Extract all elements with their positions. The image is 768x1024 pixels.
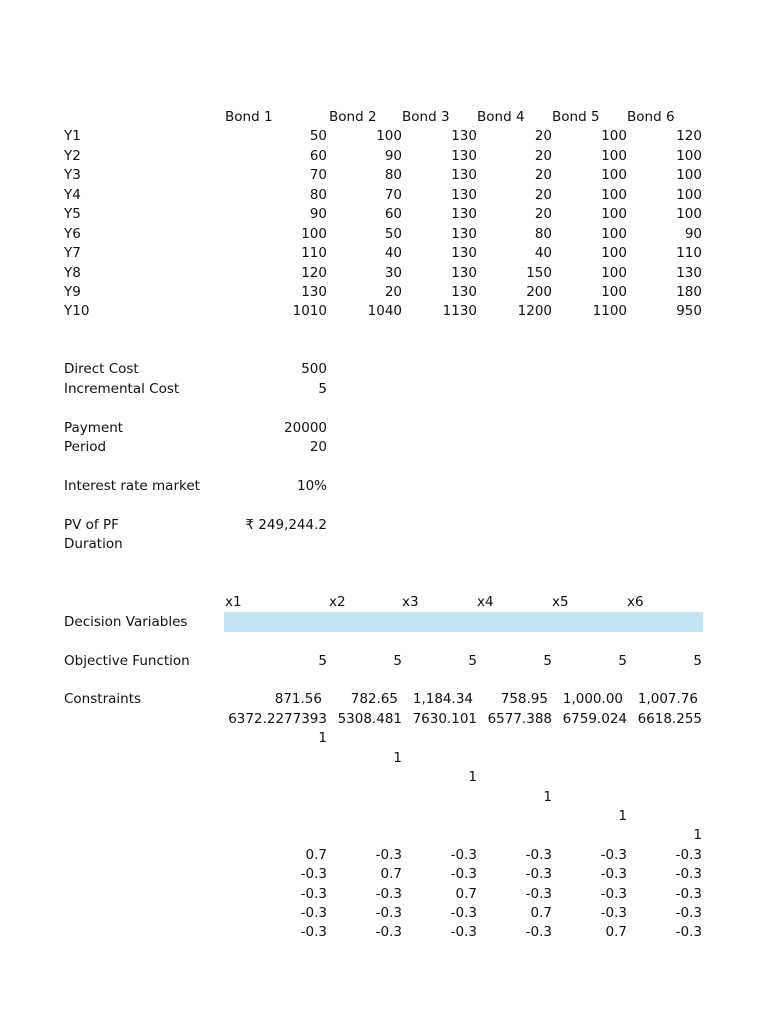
variable-header-row: [0, 593, 768, 612]
constraint-cell[interactable]: -0.3: [525, 924, 552, 940]
constraint-row: [0, 807, 768, 826]
year-label[interactable]: Y2: [64, 147, 81, 164]
cashflow-cell[interactable]: 20: [534, 147, 552, 164]
table-row: [0, 205, 768, 224]
cashflow-cell[interactable]: 80: [309, 186, 327, 203]
constraint-row: [0, 690, 768, 709]
cashflow-cell[interactable]: 100: [676, 186, 702, 203]
cashflow-cell[interactable]: 50: [309, 128, 327, 144]
constraint-cell[interactable]: 6372.2277393: [228, 710, 327, 727]
constraint-row: [0, 749, 768, 768]
cashflow-cell[interactable]: 100: [601, 264, 627, 281]
constraint-cell[interactable]: -0.3: [600, 846, 627, 863]
table-row: [0, 186, 768, 205]
constraint-cell[interactable]: 1: [693, 827, 702, 843]
cashflow-cell[interactable]: 130: [451, 128, 477, 144]
cashflow-cell[interactable]: 180: [676, 284, 702, 300]
cashflow-cell[interactable]: 20: [534, 206, 552, 222]
objective-cell[interactable]: 5: [393, 652, 402, 669]
table-row: [0, 225, 768, 244]
constraint-cell[interactable]: 1: [318, 730, 327, 746]
cashflow-cell[interactable]: 90: [684, 225, 702, 242]
year-label[interactable]: Y9: [64, 284, 81, 300]
direct-cost-label[interactable]: Direct Cost: [64, 361, 139, 377]
constraint-cell[interactable]: -0.3: [450, 846, 477, 863]
table-row: [0, 244, 768, 263]
cashflow-cell[interactable]: 130: [451, 147, 477, 164]
table-row: [0, 127, 768, 146]
cashflow-cell[interactable]: 1200: [517, 303, 552, 319]
cashflow-cell[interactable]: 100: [676, 167, 702, 183]
decision-row: [0, 613, 768, 632]
incremental-cost-row: [0, 380, 768, 399]
cashflow-cell[interactable]: 60: [384, 206, 402, 222]
period-label[interactable]: Period: [64, 439, 107, 455]
cashflow-cell[interactable]: 100: [601, 186, 627, 203]
constraint-cell[interactable]: 7630.101: [412, 710, 477, 727]
bond-header[interactable]: Bond 2: [329, 109, 377, 125]
constraint-cell[interactable]: -0.3: [525, 846, 552, 863]
constraint-cell[interactable]: -0.3: [600, 904, 627, 921]
constraint-cell[interactable]: -0.3: [675, 846, 702, 863]
constraint-row: [0, 865, 768, 884]
bond-header[interactable]: Bond 5: [552, 109, 600, 125]
cashflow-cell[interactable]: 70: [309, 167, 327, 183]
interest-row: [0, 477, 768, 496]
cashflow-cell[interactable]: 50: [384, 225, 402, 242]
cashflow-cell[interactable]: 130: [451, 245, 477, 261]
constraint-cell[interactable]: 1,000.00: [562, 691, 623, 707]
cashflow-cell[interactable]: 20: [534, 128, 552, 144]
constraint-cell[interactable]: -0.3: [675, 866, 702, 882]
constraint-cell[interactable]: -0.3: [300, 885, 327, 902]
cashflow-cell[interactable]: 1100: [592, 303, 627, 319]
year-label[interactable]: Y7: [64, 245, 81, 261]
objective-cell[interactable]: 5: [543, 652, 552, 669]
direct-cost-value[interactable]: 500: [301, 361, 327, 377]
constraint-cell[interactable]: -0.3: [600, 866, 627, 882]
constraints-label[interactable]: Constraints: [64, 691, 142, 707]
constraint-cell[interactable]: 1,007.76: [637, 691, 698, 707]
decision-label[interactable]: Decision Variables: [64, 613, 188, 630]
cashflow-cell[interactable]: 120: [676, 128, 702, 144]
variable-header[interactable]: x5: [552, 594, 569, 610]
cashflow-cell[interactable]: 130: [301, 284, 327, 300]
constraint-cell[interactable]: -0.3: [375, 885, 402, 902]
cashflow-cell[interactable]: 100: [376, 128, 402, 144]
year-label[interactable]: Y3: [64, 167, 81, 183]
cashflow-cell[interactable]: 100: [301, 225, 327, 242]
cashflow-cell[interactable]: 90: [384, 147, 402, 164]
cashflow-cell[interactable]: 100: [601, 245, 627, 261]
cashflow-cell[interactable]: 30: [384, 264, 402, 281]
bond-header-row: [0, 108, 768, 127]
constraint-cell[interactable]: -0.3: [375, 924, 402, 940]
objective-cell[interactable]: 5: [468, 652, 477, 669]
constraint-cell[interactable]: -0.3: [675, 904, 702, 921]
constraint-row: [0, 729, 768, 748]
year-label[interactable]: Y8: [64, 264, 81, 281]
constraint-cell[interactable]: -0.3: [600, 885, 627, 902]
cashflow-cell[interactable]: 60: [309, 147, 327, 164]
cashflow-cell[interactable]: 950: [676, 303, 702, 319]
constraint-row: [0, 904, 768, 923]
bond-header[interactable]: Bond 6: [627, 109, 675, 125]
cashflow-cell[interactable]: 20: [534, 167, 552, 183]
constraint-cell[interactable]: 5308.481: [337, 710, 402, 727]
cashflow-cell[interactable]: 100: [601, 128, 627, 144]
year-label[interactable]: Y10: [64, 303, 90, 319]
constraint-cell[interactable]: -0.3: [450, 924, 477, 940]
table-row: [0, 283, 768, 302]
constraint-cell[interactable]: 1: [618, 808, 627, 824]
constraint-cell[interactable]: -0.3: [450, 866, 477, 882]
constraint-cell[interactable]: 0.7: [530, 904, 552, 921]
interest-value[interactable]: 10%: [296, 478, 327, 494]
constraint-row: [0, 710, 768, 729]
constraint-cell[interactable]: -0.3: [375, 846, 402, 863]
incremental-cost-value[interactable]: 5: [318, 380, 327, 397]
constraint-row: [0, 923, 768, 942]
cashflow-cell[interactable]: 130: [451, 264, 477, 281]
constraint-row: [0, 885, 768, 904]
cashflow-cell[interactable]: 90: [309, 206, 327, 222]
pv-row: [0, 516, 768, 535]
objective-cell[interactable]: 5: [618, 652, 627, 669]
cashflow-cell[interactable]: 200: [526, 284, 552, 300]
table-row: [0, 302, 768, 321]
cashflow-cell[interactable]: 150: [526, 264, 552, 281]
constraint-row: [0, 826, 768, 845]
constraint-cell[interactable]: 0.7: [605, 924, 627, 940]
period-value[interactable]: 20: [309, 439, 327, 455]
payment-row: [0, 419, 768, 438]
constraint-cell[interactable]: -0.3: [300, 924, 327, 940]
year-label[interactable]: Y4: [64, 186, 81, 203]
cashflow-cell[interactable]: 100: [601, 206, 627, 222]
cashflow-cell[interactable]: 100: [676, 147, 702, 164]
year-label[interactable]: Y5: [64, 206, 81, 222]
cashflow-cell[interactable]: 110: [676, 245, 702, 261]
objective-row: [0, 652, 768, 671]
constraint-cell[interactable]: 0.7: [455, 885, 477, 902]
constraint-cell[interactable]: -0.3: [675, 885, 702, 902]
variable-header[interactable]: x4: [477, 594, 494, 610]
constraint-row: [0, 846, 768, 865]
objective-label[interactable]: Objective Function: [64, 652, 190, 669]
cashflow-cell[interactable]: 80: [384, 167, 402, 183]
constraint-cell[interactable]: 6618.255: [637, 710, 702, 727]
cashflow-cell[interactable]: 1130: [442, 303, 477, 319]
cashflow-cell[interactable]: 100: [601, 167, 627, 183]
bond-header[interactable]: Bond 1: [225, 109, 273, 125]
cashflow-cell[interactable]: 20: [384, 284, 402, 300]
cashflow-cell[interactable]: 130: [451, 167, 477, 183]
table-row: [0, 166, 768, 185]
variable-header[interactable]: x3: [402, 594, 419, 610]
table-row: [0, 147, 768, 166]
cashflow-cell[interactable]: 130: [451, 186, 477, 203]
direct-cost-row: [0, 360, 768, 379]
constraint-cell[interactable]: 758.95: [500, 691, 548, 707]
constraint-row: [0, 788, 768, 807]
payment-value[interactable]: 20000: [284, 419, 327, 436]
pv-value[interactable]: ₹ 249,244.2: [245, 516, 327, 533]
constraint-cell[interactable]: -0.3: [375, 904, 402, 921]
constraint-cell[interactable]: -0.3: [525, 866, 552, 882]
constraint-cell[interactable]: 1: [468, 769, 477, 785]
cashflow-cell[interactable]: 130: [451, 284, 477, 300]
cashflow-cell[interactable]: 20: [534, 186, 552, 203]
table-row: [0, 264, 768, 283]
cashflow-cell[interactable]: 1010: [292, 303, 327, 319]
constraint-cell[interactable]: 1: [393, 749, 402, 766]
constraint-cell[interactable]: 6759.024: [562, 710, 627, 727]
cashflow-cell[interactable]: 1040: [367, 303, 402, 319]
duration-row: [0, 535, 768, 554]
year-label[interactable]: Y1: [64, 128, 81, 144]
variable-header[interactable]: x2: [329, 594, 346, 610]
constraint-cell[interactable]: 0.7: [305, 846, 327, 863]
cashflow-cell[interactable]: 100: [676, 206, 702, 222]
cashflow-cell[interactable]: 120: [301, 264, 327, 281]
constraint-cell[interactable]: -0.3: [300, 866, 327, 882]
bond-header[interactable]: Bond 3: [402, 109, 450, 125]
cashflow-cell[interactable]: 100: [601, 147, 627, 164]
cashflow-cell[interactable]: 130: [451, 225, 477, 242]
cashflow-cell[interactable]: 110: [301, 245, 327, 261]
cashflow-cell[interactable]: 130: [676, 264, 702, 281]
constraint-cell[interactable]: 6577.388: [487, 710, 552, 727]
constraint-cell[interactable]: 782.65: [350, 691, 398, 707]
variable-header[interactable]: x1: [225, 594, 242, 610]
interest-label[interactable]: Interest rate market: [64, 478, 200, 494]
constraint-row: [0, 768, 768, 787]
cashflow-cell[interactable]: 80: [534, 225, 552, 242]
constraint-cell[interactable]: -0.3: [450, 904, 477, 921]
bond-header[interactable]: Bond 4: [477, 109, 525, 125]
constraint-cell[interactable]: 0.7: [380, 866, 402, 882]
objective-cell[interactable]: 5: [318, 652, 327, 669]
cashflow-cell[interactable]: 40: [534, 245, 552, 261]
year-label[interactable]: Y6: [64, 225, 81, 242]
incremental-cost-label[interactable]: Incremental Cost: [64, 380, 180, 397]
period-row: [0, 438, 768, 457]
constraint-cell[interactable]: 871.56: [274, 691, 322, 707]
constraint-cell[interactable]: -0.3: [525, 885, 552, 902]
cashflow-cell[interactable]: 100: [601, 225, 627, 242]
constraint-cell[interactable]: -0.3: [675, 924, 702, 940]
cashflow-cell[interactable]: 130: [451, 206, 477, 222]
duration-label[interactable]: Duration: [64, 536, 123, 552]
cashflow-cell[interactable]: 40: [384, 245, 402, 261]
payment-label[interactable]: Payment: [64, 419, 124, 436]
cashflow-cell[interactable]: 100: [601, 284, 627, 300]
constraint-cell[interactable]: 1: [543, 788, 552, 805]
objective-cell[interactable]: 5: [693, 652, 702, 669]
constraint-cell[interactable]: 1,184.34: [412, 691, 473, 707]
cashflow-cell[interactable]: 70: [384, 186, 402, 203]
pv-label[interactable]: PV of PF: [64, 516, 119, 533]
constraint-cell[interactable]: -0.3: [300, 904, 327, 921]
variable-header[interactable]: x6: [627, 594, 644, 610]
